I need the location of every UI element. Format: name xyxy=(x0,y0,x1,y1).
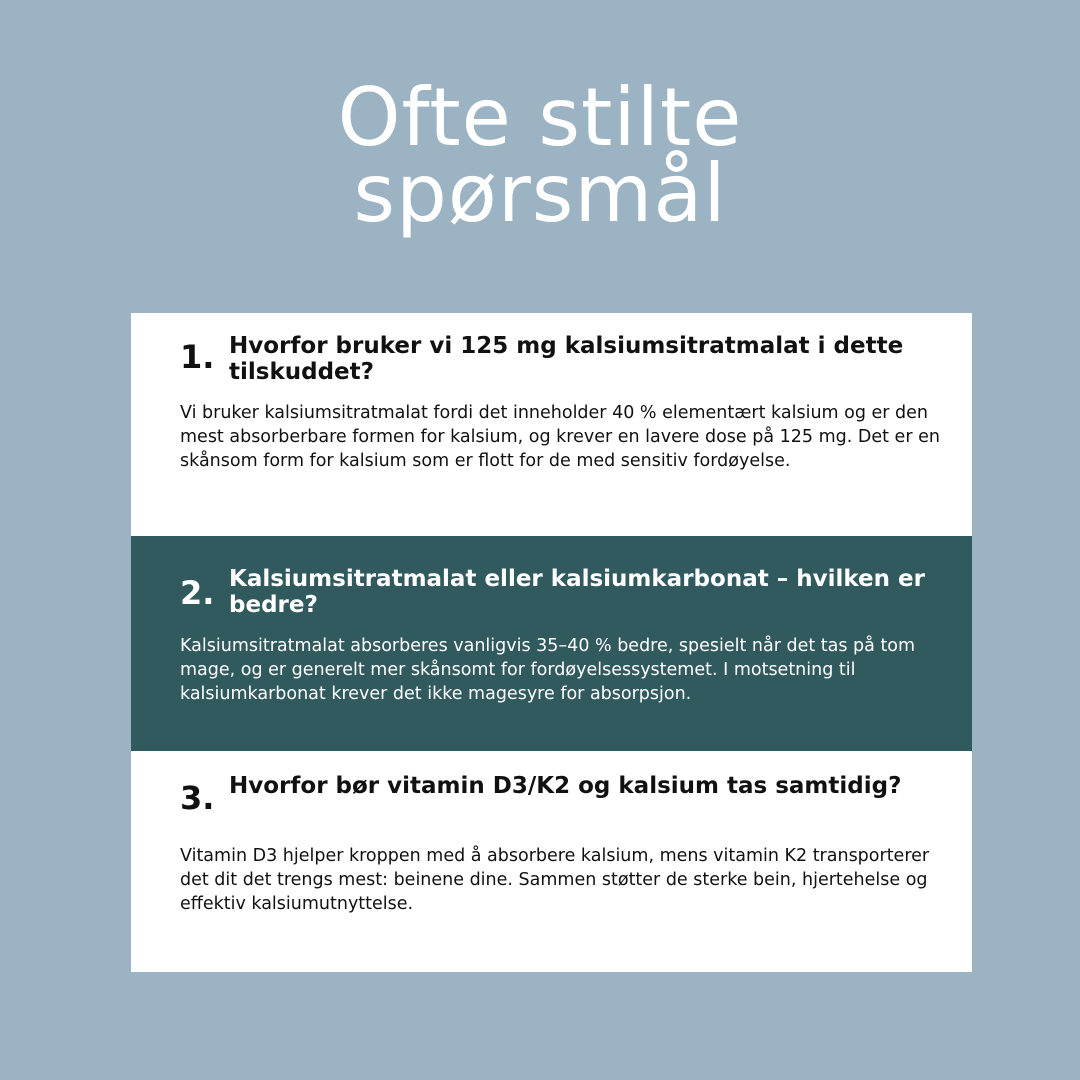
faq-item-1-question: Hvorfor bruker vi 125 mg kalsiumsitratmalat i dette tilskuddet? xyxy=(229,333,904,385)
page-title-line-2: spørsmål xyxy=(353,147,727,240)
faq-item-2-question: Kalsiumsitratmalat eller kalsiumkarbonat – hvilken er bedre? xyxy=(229,566,925,618)
faq-item-2-number: 2. xyxy=(180,574,215,612)
faq-item-1-answer: Vi bruker kalsiumsitratmalat fordi det inneholder 40 % elementært kalsium og er den mest absorberbare formen for kalsium, og krever en lavere dose på 125 mg. Det er en skånsom form for kalsium som er flott for de med sensitiv fordøyelse. xyxy=(180,403,940,471)
faq-item-3-answer: Vitamin D3 hjelper kroppen med å absorbere kalsium, mens vitamin K2 transporterer det dit det trengs mest: beinene dine. Sammen støtter de sterke bein, hjertehelse og effektiv kalsiumutnyttelse. xyxy=(180,846,930,914)
page-title-line-1: Ofte stilte xyxy=(337,71,743,164)
faq-item-1-number: 1. xyxy=(180,338,215,376)
faq-item-2 xyxy=(131,536,972,751)
page-title xyxy=(0,71,1080,240)
faq-item-3-question: Hvorfor bør vitamin D3/K2 og kalsium tas samtidig? xyxy=(229,773,902,799)
faq-item-1 xyxy=(131,313,972,536)
faq-item-3 xyxy=(131,751,972,972)
faq-item-3-number: 3. xyxy=(180,779,215,817)
faq-item-2-answer: Kalsiumsitratmalat absorberes vanligvis 35–40 % bedre, spesielt når det tas på tom mage, og er generelt mer skånsomt for fordøyelsessystemet. I motsetning til kalsiumkarbonat krever det ikke magesyre for absorpsjon. xyxy=(180,636,916,704)
